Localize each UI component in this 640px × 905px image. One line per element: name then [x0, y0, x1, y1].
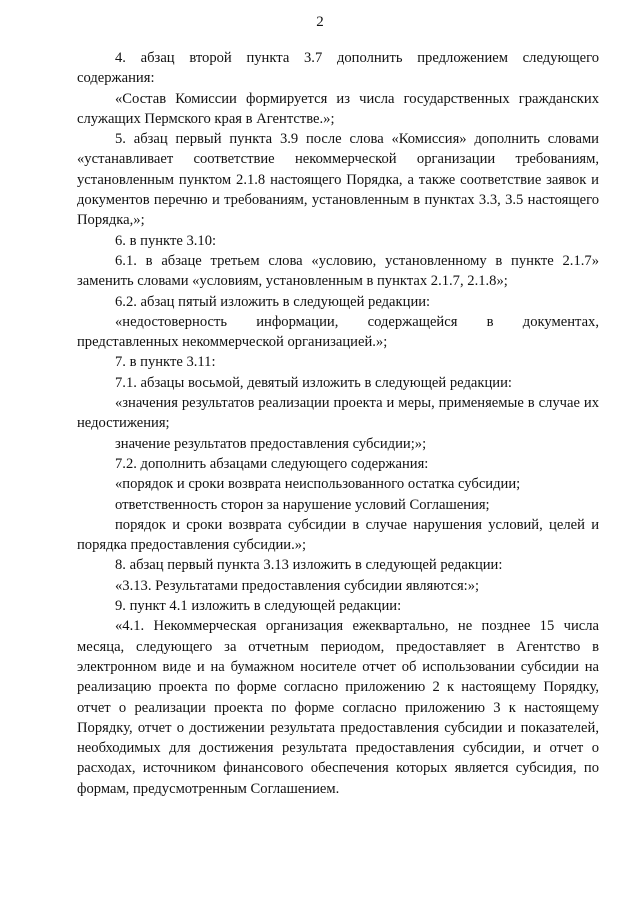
paragraph-8: 8. абзац первый пункта 3.13 изложить в следующей редакции: — [115, 557, 503, 574]
paragraph-6: 6. в пункте 3.10: — [115, 232, 217, 249]
paragraph-4: 4. абзац второй пункта 3.7 дополнить предложением следующего содержания: — [77, 50, 599, 87]
paragraph-9-quote: «4.1. Некоммерческая организация ежеквартально, не позднее 15 числа месяца, следующего за отчетным периодом, предоставляет в Агентство в электронном виде и на бумажном носителе отчет об использовании субсидии на реализацию проекта по форме согласно приложению 2 к настоящему Порядку, отчет о реализации проекта по форме согласно приложению 3 к настоящему Порядку, отчет о достижении результата предоставления субсидии и показателей, необходимых для достижения результата предоставления субсидии, и отчет о расходах, источником финансового обеспечения которых является субсидия, по формам, предусмотренным Соглашением. — [77, 618, 599, 797]
paragraph-6-2-quote: «недостоверность информации, содержащейся в документах, представленных некоммерческой организацией.»; — [77, 313, 599, 351]
paragraph-6-2: 6.2. абзац пятый изложить в следующей редакции: — [115, 293, 431, 310]
paragraph-7-1-quote-b: значение результатов предоставления субсидии;»; — [115, 435, 427, 452]
paragraph-7-1-quote-a: «значения результатов реализации проекта и меры, применяемые в случае их недостижения; — [77, 395, 599, 432]
page-number: 2 — [316, 14, 324, 30]
paragraph-7-2-quote-b: ответственность сторон за нарушение условий Соглашения; — [115, 496, 490, 513]
paragraph-8-quote: «3.13. Результатами предоставления субсидии являются:»; — [115, 577, 480, 594]
paragraph-7-2-quote-a: «порядок и сроки возврата неиспользованного остатка субсидии; — [115, 476, 521, 493]
paragraph-4-quote: «Состав Комиссии формируется из числа государственных гражданских служащих Пермского края в Агентстве.»; — [77, 90, 599, 127]
paragraph-7-1: 7.1. абзацы восьмой, девятый изложить в следующей редакции: — [115, 374, 512, 391]
paragraph-7-2-quote-c: порядок и сроки возврата субсидии в случае нарушения условий, целей и порядка предоставления субсидии.»; — [77, 516, 599, 554]
paragraph-5: 5. абзац первый пункта 3.9 после слова «Комиссия» дополнить словами «устанавливает соответствие некоммерческой организации требованиям, установленным пунктом 2.1.8 настоящего Порядка, а также соответствие заявок и документов перечню и требованиям, установленным в пунктах 3.3, 3.5 настоящего Порядка,»; — [77, 131, 599, 229]
paragraph-6-1: 6.1. в абзаце третьем слова «условию, установленному в пункте 2.1.7» заменить словами «условиям, установленным в пунктах 2.1.7, 2.1.8»; — [77, 252, 599, 290]
paragraph-7-2: 7.2. дополнить абзацами следующего содержания: — [115, 455, 429, 472]
document-body — [77, 48, 599, 799]
paragraph-9: 9. пункт 4.1 изложить в следующей редакции: — [115, 598, 402, 615]
paragraph-7: 7. в пункте 3.11: — [115, 354, 216, 371]
